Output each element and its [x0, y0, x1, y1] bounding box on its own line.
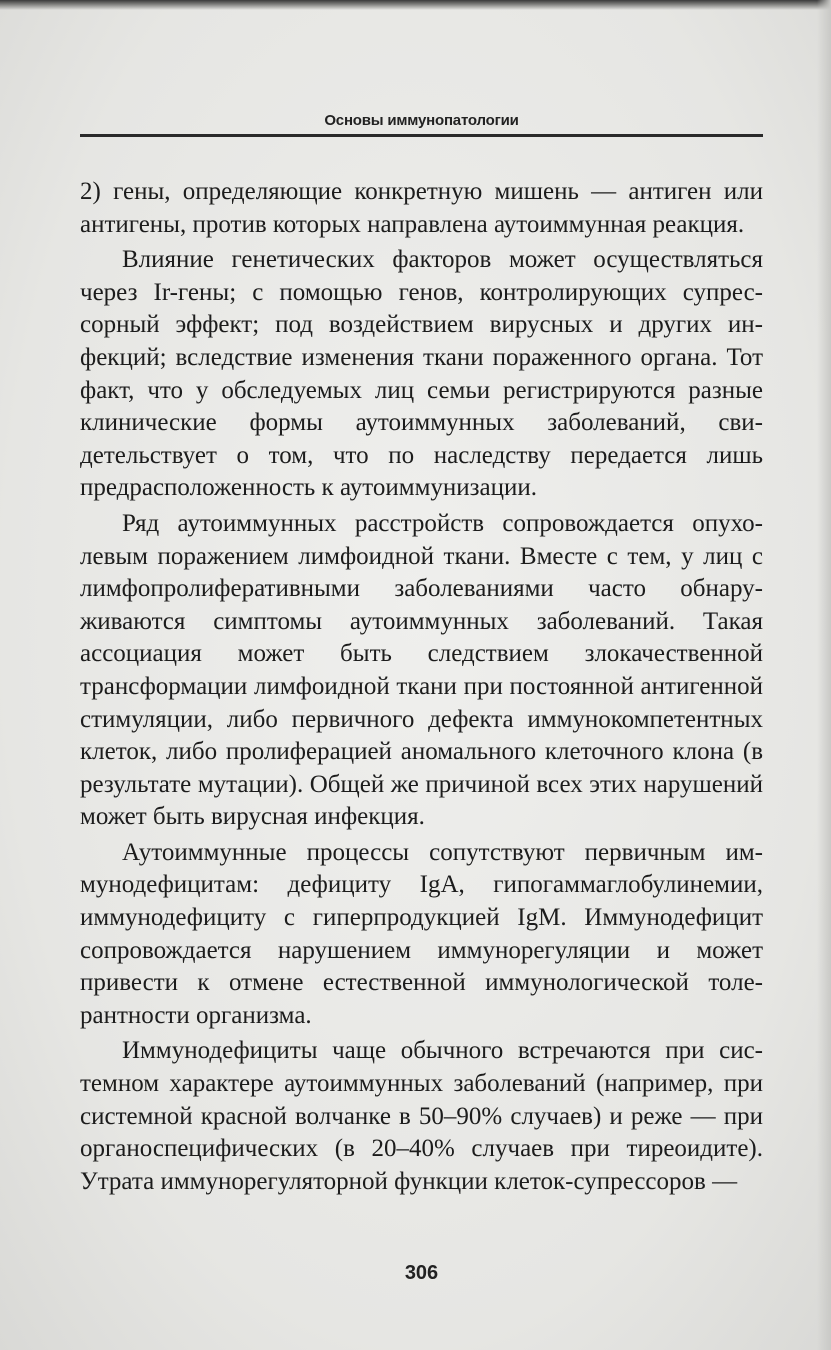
- body-text: [80, 176, 763, 1198]
- header-rule: [80, 134, 763, 137]
- paragraph-2: Влияние генетических факторов может осуществляться через Ir-гены; с помощью генов, контролирующих супрессорный эффект; под воздействием вирусных и других инфекций; вследствие изменения ткани пораженного органа. Тот факт, что у обследуемых лиц семьи регистрируются разные клинические формы аутоиммунных заболеваний, свидетельствует о том, что по наследству передается лишь предрасположенность к аутоиммунизации.: [80, 246, 763, 502]
- running-head: Основы иммунопатологии: [324, 112, 519, 129]
- paragraph-1: 2) гены, определяющие конкретную мишень — антиген или антигены, против которых направлена аутоиммунная реакция.: [80, 178, 763, 238]
- paragraph-4: Аутоиммунные процессы сопутствуют первичным иммунодефицитам: дефициту IgA, гипогаммаглобулинемии, иммунодефициту с гиперпродукцией IgM. Иммунодефицит сопровождается нарушением иммунорегуляции и может привести к отмене естественной иммунологической толерантности организма.: [80, 838, 763, 1029]
- page-top-edge-shadow: [0, 0, 831, 10]
- page-right-edge-shadow: [817, 0, 831, 1350]
- paragraph-3: Ряд аутоиммунных расстройств сопровождается опухолевым поражением лимфоидной ткани. Вместе с тем, у лиц с лимфопролиферативными заболеваниями часто обнаруживаются симптомы аутоиммунных заболеваний. Такая ассоциация может быть следствием злокачественной трансформации лимфоидной ткани при постоянной антигенной стимуляции, либо первичного дефекта иммунокомпетентных клеток, либо пролиферацией аномального клеточного клона (в результате мутации). Общей же причиной всех этих нарушений может быть вирусная инфекция.: [80, 509, 763, 831]
- paragraph-5: Иммунодефициты чаще обычного встречаются при системном характере аутоиммунных заболеваний (например, при системной красной волчанке в 50–90% случаев) и реже — при органоспецифических (в 20–40% случаев при тиреоидите). Утрата иммунорегуляторной функции клеток-супрессоров —: [80, 1037, 763, 1195]
- page-number: 306: [404, 1262, 439, 1284]
